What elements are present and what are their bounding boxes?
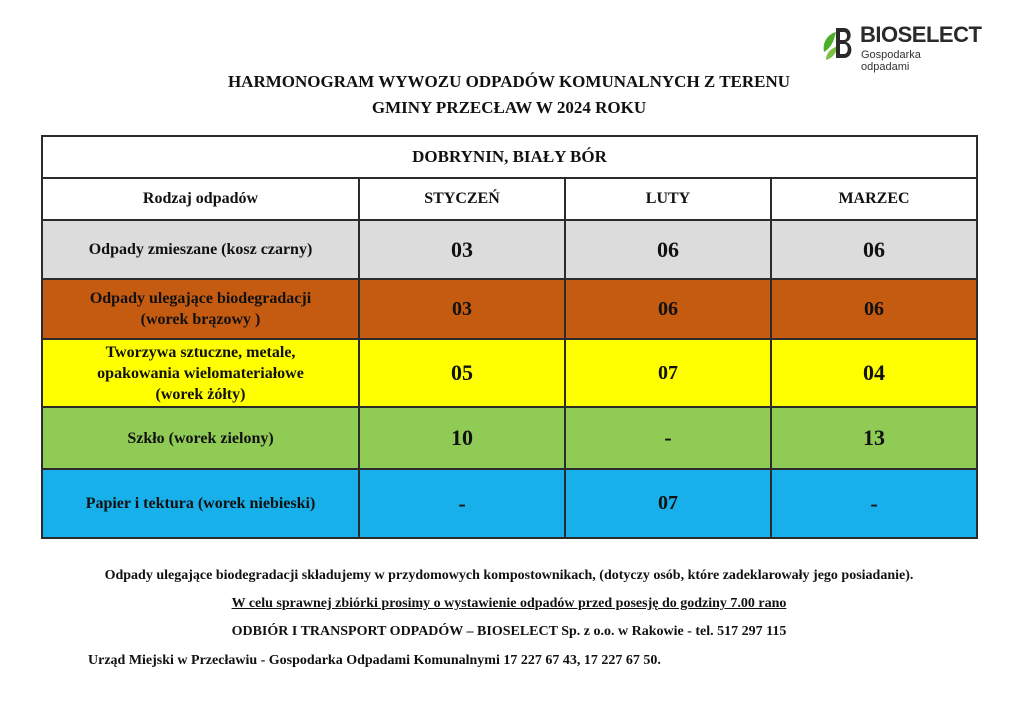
label-line: Tworzywa sztuczne, metale, — [105, 343, 296, 361]
date-cell: 06 — [771, 279, 977, 339]
header-row — [42, 178, 977, 220]
date-cell: 10 — [359, 407, 565, 469]
label-line: Odpady ulegające biodegradacji — [89, 290, 312, 307]
date-cell: 05 — [359, 339, 565, 407]
table-row — [42, 339, 977, 407]
date-cell: 04 — [771, 339, 977, 407]
municipal-office-contact: Urząd Miejski w Przecławiu - Gospodarka Odpadami Komunalnymi 17 227 67 43, 17 227 67 50. — [88, 653, 661, 668]
leaf-b-logo-icon — [820, 22, 856, 64]
column-header-february: LUTY — [565, 178, 771, 220]
date-cell: 06 — [565, 279, 771, 339]
date-cell: 07 — [565, 469, 771, 538]
contractor-contact: ODBIÓR I TRANSPORT ODPADÓW – BIOSELECT Sp. z o.o. w Rakowie - tel. 517 297 115 — [231, 624, 787, 639]
bioselect-logo — [820, 22, 982, 73]
table-row — [42, 220, 977, 279]
label-line: Odpady zmieszane (kosz czarny) — [88, 241, 313, 258]
date-cell: 06 — [771, 220, 977, 279]
date-cell: 06 — [565, 220, 771, 279]
column-header-january: STYCZEŃ — [359, 178, 565, 220]
composting-note: Odpady ulegające biodegradacji składujemy w przydomowych kompostownikach, (dotyczy osób, które zadeklarowały jego posiadanie). — [104, 568, 914, 583]
date-cell: 03 — [359, 220, 565, 279]
waste-type-label — [42, 469, 359, 538]
document-title-line-1: HARMONOGRAM WYWOZU ODPADÓW KOMUNALNYCH Z TERENU — [227, 72, 791, 91]
table-row — [42, 279, 977, 339]
collection-time-note: W celu sprawnej zbiórki prosimy o wystawienie odpadów przed posesję do godziny 7.00 rano — [231, 596, 787, 611]
date-cell: 07 — [565, 339, 771, 407]
table-row — [42, 407, 977, 469]
column-header-waste-type: Rodzaj odpadów — [42, 178, 359, 220]
label-line: opakowania wielomateriałowe — [97, 364, 304, 382]
logo-tagline: Gospodarka odpadami — [861, 49, 921, 73]
table-row — [42, 469, 977, 538]
document-title-line-2: GMINY PRZECŁAW W 2024 ROKU — [371, 98, 647, 117]
label-line: Szkło (worek zielony) — [127, 429, 274, 447]
waste-type-label — [42, 339, 359, 407]
date-cell: - — [359, 469, 565, 538]
collection-schedule-table — [41, 135, 978, 539]
label-line: (worek żółty) — [155, 385, 246, 403]
date-cell: 03 — [359, 279, 565, 339]
waste-type-label — [42, 220, 359, 279]
label-line: Papier i tektura (worek niebieski) — [85, 495, 316, 512]
waste-type-label — [42, 279, 359, 339]
column-header-march: MARZEC — [771, 178, 977, 220]
logo-name: BIOSELECT — [860, 22, 982, 47]
location-header: DOBRYNIN, BIAŁY BÓR — [42, 136, 977, 178]
date-cell: - — [771, 469, 977, 538]
date-cell: 13 — [771, 407, 977, 469]
label-line: (worek brązowy ) — [140, 311, 261, 328]
date-cell: - — [565, 407, 771, 469]
waste-type-label — [42, 407, 359, 469]
